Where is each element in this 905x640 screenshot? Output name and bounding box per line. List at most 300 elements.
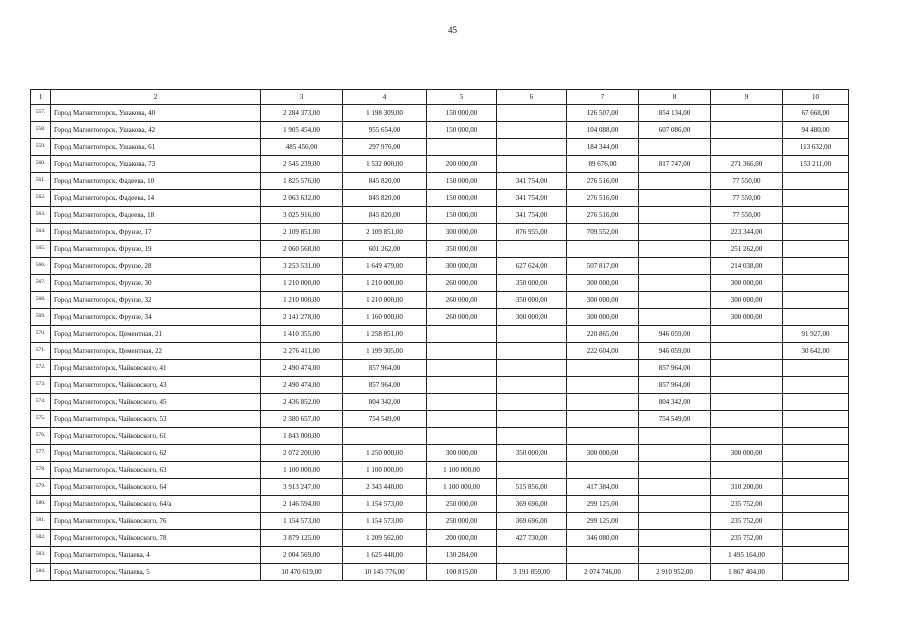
value-cell xyxy=(497,462,567,479)
address-cell: Город Магнитогорск, Цементная, 21 xyxy=(51,326,261,343)
value-cell: 300 000,00 xyxy=(427,258,497,275)
value-cell: 817 747,00 xyxy=(639,156,711,173)
value-cell xyxy=(711,105,783,122)
value-cell xyxy=(639,258,711,275)
value-cell xyxy=(427,377,497,394)
row-number-cell: 583. xyxy=(31,547,51,564)
table-row xyxy=(31,258,849,275)
value-cell: 150 000,00 xyxy=(427,173,497,190)
table-row xyxy=(31,462,849,479)
value-cell: 126 507,00 xyxy=(567,105,639,122)
value-cell: 754 549,00 xyxy=(343,411,427,428)
address-cell: Город Магнитогорск, Чайковского, 76 xyxy=(51,513,261,530)
value-cell: 1 250 000,00 xyxy=(343,445,427,462)
value-cell: 214 038,00 xyxy=(711,258,783,275)
value-cell: 223 344,00 xyxy=(711,224,783,241)
value-cell xyxy=(639,139,711,156)
address-cell: Город Магнитогорск, Чайковского, 45 xyxy=(51,394,261,411)
value-cell: 857 964,00 xyxy=(343,377,427,394)
value-cell: 100 815,00 xyxy=(427,564,497,581)
value-cell xyxy=(639,309,711,326)
value-cell: 845 820,00 xyxy=(343,190,427,207)
address-cell: Город Магнитогорск, Фрунзе, 30 xyxy=(51,275,261,292)
address-cell: Город Магнитогорск, Чайковского, 78 xyxy=(51,530,261,547)
value-cell: 1 210 000,00 xyxy=(343,275,427,292)
table-row xyxy=(31,139,849,156)
row-number-cell: 566. xyxy=(31,258,51,275)
row-number-cell: 578. xyxy=(31,462,51,479)
value-cell: 130 284,00 xyxy=(427,547,497,564)
value-cell xyxy=(427,411,497,428)
table-row xyxy=(31,547,849,564)
value-cell: 104 088,00 xyxy=(567,122,639,139)
value-cell: 10 145 776,00 xyxy=(343,564,427,581)
value-cell: 2 004 569,00 xyxy=(261,547,343,564)
value-cell: 67 668,00 xyxy=(783,105,849,122)
value-cell: 1 160 000,00 xyxy=(343,309,427,326)
value-cell: 91 927,00 xyxy=(783,326,849,343)
address-cell: Город Магнитогорск, Чайковского, 41 xyxy=(51,360,261,377)
value-cell: 297 976,00 xyxy=(343,139,427,156)
value-cell xyxy=(783,445,849,462)
value-cell: 2 343 440,00 xyxy=(343,479,427,496)
value-cell xyxy=(711,343,783,360)
value-cell: 300 000,00 xyxy=(567,445,639,462)
value-cell: 153 211,00 xyxy=(783,156,849,173)
table-row xyxy=(31,513,849,530)
table-row xyxy=(31,326,849,343)
table-row xyxy=(31,394,849,411)
row-number-cell: 573. xyxy=(31,377,51,394)
value-cell: 1 867 404,00 xyxy=(711,564,783,581)
value-cell xyxy=(497,428,567,445)
value-cell xyxy=(783,394,849,411)
value-cell xyxy=(639,547,711,564)
value-cell: 1 154 573,00 xyxy=(261,513,343,530)
value-cell: 1 258 851,00 xyxy=(343,326,427,343)
value-cell xyxy=(783,258,849,275)
header-row xyxy=(31,90,849,105)
value-cell: 260 000,00 xyxy=(427,275,497,292)
value-cell xyxy=(639,275,711,292)
value-cell: 341 754,00 xyxy=(497,207,567,224)
value-cell: 276 516,00 xyxy=(567,190,639,207)
value-cell: 1 905 454,00 xyxy=(261,122,343,139)
table-body xyxy=(31,105,849,581)
value-cell xyxy=(497,411,567,428)
column-header: 9 xyxy=(711,90,783,105)
value-cell: 150 000,00 xyxy=(427,190,497,207)
address-cell: Город Магнитогорск, Чайковского, 64/а xyxy=(51,496,261,513)
value-cell xyxy=(567,241,639,258)
value-cell xyxy=(783,428,849,445)
value-cell: 2 109 851,00 xyxy=(261,224,343,241)
value-cell: 601 262,00 xyxy=(343,241,427,258)
value-cell: 1 100 000,00 xyxy=(427,462,497,479)
value-cell: 10 470 619,00 xyxy=(261,564,343,581)
value-cell: 300 000,00 xyxy=(711,275,783,292)
column-header: 7 xyxy=(567,90,639,105)
value-cell: 250 000,00 xyxy=(427,496,497,513)
value-cell: 300 000,00 xyxy=(711,445,783,462)
value-cell xyxy=(711,462,783,479)
row-number-cell: 559. xyxy=(31,139,51,156)
value-cell: 1 100 000,00 xyxy=(343,462,427,479)
value-cell: 507 817,00 xyxy=(567,258,639,275)
value-cell: 250 000,00 xyxy=(427,513,497,530)
value-cell: 1 410 355,00 xyxy=(261,326,343,343)
value-cell xyxy=(711,394,783,411)
data-table xyxy=(30,89,849,581)
value-cell: 220 865,00 xyxy=(567,326,639,343)
value-cell xyxy=(639,479,711,496)
table-row xyxy=(31,428,849,445)
table-row xyxy=(31,173,849,190)
value-cell xyxy=(783,462,849,479)
value-cell xyxy=(639,173,711,190)
value-cell: 350 000,00 xyxy=(427,241,497,258)
value-cell: 30 642,00 xyxy=(783,343,849,360)
value-cell: 857 964,00 xyxy=(639,360,711,377)
value-cell: 350 000,00 xyxy=(497,275,567,292)
value-cell: 2 490 474,00 xyxy=(261,360,343,377)
column-header: 5 xyxy=(427,90,497,105)
value-cell xyxy=(497,156,567,173)
value-cell: 1 532 000,00 xyxy=(343,156,427,173)
value-cell xyxy=(497,139,567,156)
address-cell: Город Магнитогорск, Чайковского, 53 xyxy=(51,411,261,428)
row-number-cell: 561. xyxy=(31,173,51,190)
value-cell: 300 000,00 xyxy=(427,224,497,241)
value-cell: 485 456,00 xyxy=(261,139,343,156)
value-cell xyxy=(427,343,497,360)
row-number-cell: 570. xyxy=(31,326,51,343)
value-cell: 1 495 164,00 xyxy=(711,547,783,564)
value-cell: 627 624,00 xyxy=(497,258,567,275)
value-cell: 1 154 573,00 xyxy=(343,513,427,530)
value-cell: 1 649 479,00 xyxy=(343,258,427,275)
value-cell: 1 210 000,00 xyxy=(261,275,343,292)
value-cell xyxy=(711,428,783,445)
value-cell: 235 752,00 xyxy=(711,496,783,513)
column-header: 1 xyxy=(31,90,51,105)
address-cell: Город Магнитогорск, Чапаева, 4 xyxy=(51,547,261,564)
value-cell: 350 000,00 xyxy=(497,445,567,462)
value-cell xyxy=(783,547,849,564)
value-cell: 2 436 852,00 xyxy=(261,394,343,411)
value-cell xyxy=(639,190,711,207)
value-cell xyxy=(427,360,497,377)
value-cell: 854 134,00 xyxy=(639,105,711,122)
value-cell: 754 549,00 xyxy=(639,411,711,428)
column-header: 4 xyxy=(343,90,427,105)
value-cell: 341 754,00 xyxy=(497,190,567,207)
value-cell: 300 000,00 xyxy=(567,275,639,292)
value-cell: 200 000,00 xyxy=(427,530,497,547)
page-number: 45 xyxy=(448,25,457,35)
row-number-cell: 558. xyxy=(31,122,51,139)
row-number-cell: 557. xyxy=(31,105,51,122)
value-cell: 427 730,00 xyxy=(497,530,567,547)
address-cell: Город Магнитогорск, Фадеева, 10 xyxy=(51,173,261,190)
value-cell xyxy=(639,241,711,258)
address-cell: Город Магнитогорск, Ушакова, 73 xyxy=(51,156,261,173)
table-row xyxy=(31,105,849,122)
value-cell: 222 604,00 xyxy=(567,343,639,360)
row-number-cell: 584. xyxy=(31,564,51,581)
value-cell xyxy=(639,496,711,513)
value-cell: 845 820,00 xyxy=(343,207,427,224)
value-cell xyxy=(783,513,849,530)
value-cell xyxy=(783,479,849,496)
value-cell: 955 654,00 xyxy=(343,122,427,139)
value-cell: 515 856,00 xyxy=(497,479,567,496)
value-cell: 89 676,00 xyxy=(567,156,639,173)
row-number-cell: 579. xyxy=(31,479,51,496)
value-cell xyxy=(639,207,711,224)
value-cell: 346 080,00 xyxy=(567,530,639,547)
table-row xyxy=(31,343,849,360)
row-number-cell: 569. xyxy=(31,309,51,326)
value-cell: 299 125,00 xyxy=(567,496,639,513)
row-number-cell: 572. xyxy=(31,360,51,377)
value-cell xyxy=(783,190,849,207)
value-cell: 77 550,00 xyxy=(711,173,783,190)
value-cell xyxy=(783,207,849,224)
value-cell: 341 754,00 xyxy=(497,173,567,190)
value-cell xyxy=(567,394,639,411)
table-row xyxy=(31,445,849,462)
value-cell xyxy=(639,462,711,479)
value-cell: 2 109 851,00 xyxy=(343,224,427,241)
value-cell xyxy=(427,394,497,411)
value-cell: 1 100 000,00 xyxy=(261,462,343,479)
value-cell xyxy=(497,343,567,360)
table-row xyxy=(31,207,849,224)
address-cell: Город Магнитогорск, Фрунзе, 19 xyxy=(51,241,261,258)
value-cell xyxy=(711,377,783,394)
address-cell: Город Магнитогорск, Фадеева, 14 xyxy=(51,190,261,207)
value-cell xyxy=(567,428,639,445)
value-cell xyxy=(783,564,849,581)
value-cell: 709 552,00 xyxy=(567,224,639,241)
value-cell: 2 072 200,00 xyxy=(261,445,343,462)
value-cell: 94 480,00 xyxy=(783,122,849,139)
value-cell xyxy=(711,122,783,139)
value-cell: 150 000,00 xyxy=(427,122,497,139)
value-cell: 251 262,00 xyxy=(711,241,783,258)
value-cell xyxy=(639,292,711,309)
address-cell: Город Магнитогорск, Чайковского, 43 xyxy=(51,377,261,394)
table-row xyxy=(31,309,849,326)
address-cell: Город Магнитогорск, Чапаева, 5 xyxy=(51,564,261,581)
value-cell xyxy=(783,275,849,292)
value-cell xyxy=(497,122,567,139)
table-row xyxy=(31,156,849,173)
address-cell: Город Магнитогорск, Фрунзе, 34 xyxy=(51,309,261,326)
value-cell xyxy=(567,547,639,564)
row-number-cell: 567. xyxy=(31,275,51,292)
value-cell xyxy=(639,445,711,462)
row-number-cell: 568. xyxy=(31,292,51,309)
value-cell xyxy=(783,241,849,258)
value-cell: 3 913 247,00 xyxy=(261,479,343,496)
value-cell: 2 074 746,00 xyxy=(567,564,639,581)
value-cell: 2 284 373,00 xyxy=(261,105,343,122)
value-cell: 299 125,00 xyxy=(567,513,639,530)
value-cell: 300 000,00 xyxy=(567,292,639,309)
value-cell xyxy=(567,377,639,394)
address-cell: Город Магнитогорск, Фрунзе, 28 xyxy=(51,258,261,275)
row-number-cell: 577. xyxy=(31,445,51,462)
value-cell xyxy=(783,496,849,513)
value-cell: 2 545 239,00 xyxy=(261,156,343,173)
table-row xyxy=(31,224,849,241)
value-cell xyxy=(783,173,849,190)
value-cell: 77 550,00 xyxy=(711,190,783,207)
value-cell: 271 366,00 xyxy=(711,156,783,173)
value-cell: 260 000,00 xyxy=(427,309,497,326)
value-cell xyxy=(783,224,849,241)
address-cell: Город Магнитогорск, Чайковского, 61 xyxy=(51,428,261,445)
address-cell: Город Магнитогорск, Цементная, 22 xyxy=(51,343,261,360)
value-cell xyxy=(639,428,711,445)
value-cell xyxy=(497,394,567,411)
value-cell: 1 210 000,00 xyxy=(343,292,427,309)
value-cell xyxy=(783,377,849,394)
value-cell: 1 199 305,00 xyxy=(343,343,427,360)
value-cell: 804 342,00 xyxy=(639,394,711,411)
value-cell: 113 632,00 xyxy=(783,139,849,156)
value-cell: 2 380 657,00 xyxy=(261,411,343,428)
value-cell xyxy=(711,411,783,428)
address-cell: Город Магнитогорск, Фадеева, 18 xyxy=(51,207,261,224)
value-cell: 804 342,00 xyxy=(343,394,427,411)
row-number-cell: 564. xyxy=(31,224,51,241)
value-cell: 1 154 573,00 xyxy=(343,496,427,513)
value-cell: 300 000,00 xyxy=(567,309,639,326)
value-cell xyxy=(639,513,711,530)
value-cell: 260 000,00 xyxy=(427,292,497,309)
row-number-cell: 563. xyxy=(31,207,51,224)
value-cell: 1 210 000,00 xyxy=(261,292,343,309)
address-cell: Город Магнитогорск, Ушакова, 42 xyxy=(51,122,261,139)
value-cell xyxy=(711,326,783,343)
value-cell xyxy=(497,326,567,343)
table-row xyxy=(31,564,849,581)
table-row xyxy=(31,479,849,496)
value-cell: 607 086,00 xyxy=(639,122,711,139)
value-cell: 3 191 859,00 xyxy=(497,564,567,581)
address-cell: Город Магнитогорск, Чайковского, 62 xyxy=(51,445,261,462)
value-cell: 1 825 576,00 xyxy=(261,173,343,190)
table-row xyxy=(31,496,849,513)
row-number-cell: 574. xyxy=(31,394,51,411)
row-number-cell: 571. xyxy=(31,343,51,360)
value-cell: 310 200,00 xyxy=(711,479,783,496)
value-cell: 150 000,00 xyxy=(427,207,497,224)
row-number-cell: 580. xyxy=(31,496,51,513)
address-cell: Город Магнитогорск, Чайковского, 63 xyxy=(51,462,261,479)
address-cell: Город Магнитогорск, Ушакова, 40 xyxy=(51,105,261,122)
value-cell xyxy=(639,224,711,241)
value-cell xyxy=(711,139,783,156)
table-row xyxy=(31,292,849,309)
row-number-cell: 581. xyxy=(31,513,51,530)
value-cell xyxy=(427,428,497,445)
table-row xyxy=(31,411,849,428)
column-header: 3 xyxy=(261,90,343,105)
value-cell xyxy=(783,292,849,309)
value-cell: 150 000,00 xyxy=(427,105,497,122)
value-cell: 77 550,00 xyxy=(711,207,783,224)
value-cell: 845 820,00 xyxy=(343,173,427,190)
value-cell: 276 516,00 xyxy=(567,173,639,190)
row-number-cell: 560. xyxy=(31,156,51,173)
value-cell xyxy=(567,462,639,479)
value-cell: 2 060 568,00 xyxy=(261,241,343,258)
value-cell: 876 955,00 xyxy=(497,224,567,241)
value-cell: 1 625 448,00 xyxy=(343,547,427,564)
value-cell: 350 000,00 xyxy=(497,292,567,309)
row-number-cell: 576. xyxy=(31,428,51,445)
address-cell: Город Магнитогорск, Чайковского, 64 xyxy=(51,479,261,496)
address-cell: Город Магнитогорск, Ушакова, 61 xyxy=(51,139,261,156)
value-cell xyxy=(497,360,567,377)
value-cell: 300 000,00 xyxy=(427,445,497,462)
address-cell: Город Магнитогорск, Фрунзе, 17 xyxy=(51,224,261,241)
value-cell xyxy=(497,547,567,564)
value-cell: 3 879 125,00 xyxy=(261,530,343,547)
value-cell xyxy=(343,428,427,445)
table-row xyxy=(31,275,849,292)
value-cell: 369 696,00 xyxy=(497,496,567,513)
value-cell xyxy=(497,241,567,258)
row-number-cell: 575. xyxy=(31,411,51,428)
value-cell xyxy=(783,411,849,428)
value-cell: 300 000,00 xyxy=(497,309,567,326)
value-cell: 417 384,00 xyxy=(567,479,639,496)
row-number-cell: 565. xyxy=(31,241,51,258)
value-cell xyxy=(567,411,639,428)
value-cell: 1 198 309,00 xyxy=(343,105,427,122)
value-cell: 2 063 632,00 xyxy=(261,190,343,207)
table-row xyxy=(31,530,849,547)
value-cell: 946 059,00 xyxy=(639,326,711,343)
table-row xyxy=(31,190,849,207)
value-cell: 3 253 531,00 xyxy=(261,258,343,275)
value-cell xyxy=(427,326,497,343)
row-number-cell: 582. xyxy=(31,530,51,547)
value-cell: 2 910 952,00 xyxy=(639,564,711,581)
value-cell xyxy=(567,360,639,377)
value-cell xyxy=(783,530,849,547)
column-header: 2 xyxy=(51,90,261,105)
value-cell: 2 141 278,00 xyxy=(261,309,343,326)
value-cell: 235 752,00 xyxy=(711,513,783,530)
value-cell: 3 025 916,00 xyxy=(261,207,343,224)
value-cell: 184 344,00 xyxy=(567,139,639,156)
value-cell: 200 000,00 xyxy=(427,156,497,173)
value-cell: 1 209 562,00 xyxy=(343,530,427,547)
value-cell: 857 964,00 xyxy=(343,360,427,377)
value-cell: 276 516,00 xyxy=(567,207,639,224)
value-cell xyxy=(711,360,783,377)
value-cell: 1 100 000,00 xyxy=(427,479,497,496)
value-cell: 2 276 411,00 xyxy=(261,343,343,360)
table-row xyxy=(31,122,849,139)
address-cell: Город Магнитогорск, Фрунзе, 32 xyxy=(51,292,261,309)
